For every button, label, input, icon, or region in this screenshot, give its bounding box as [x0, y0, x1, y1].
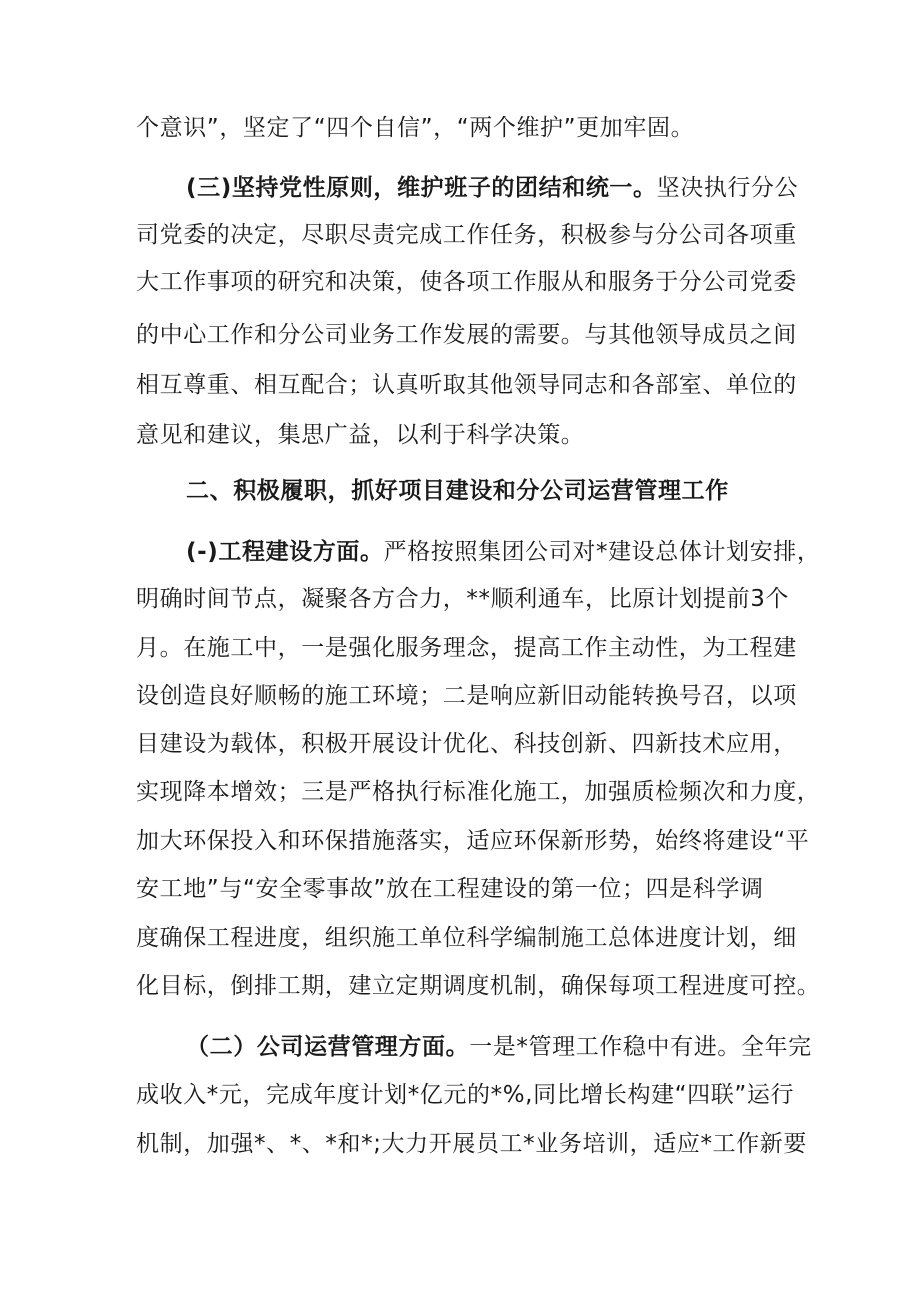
paragraph-line: [136, 681, 896, 711]
line-text: 个意识”，坚定了“四个自信”，“两个维护”更加牢固。: [136, 115, 695, 141]
paragraph-line: [136, 777, 896, 807]
paragraph-line: [136, 1129, 896, 1159]
line-text: 意见和建议，集思广益，以利于科学决策。: [136, 422, 585, 448]
paragraph-line: [136, 729, 896, 759]
line-text: 加大环保投入和环保措施落实，适应环保新形势，始终将建设“平: [136, 828, 810, 854]
paragraph-line: [136, 633, 896, 663]
chapter-heading: 二、积极履职，抓好项目建设和分公司运营管理工作: [186, 478, 729, 504]
paragraph-line: [136, 874, 896, 904]
section-heading: (三)坚持党性原则，维护班子的团结和统一。: [186, 175, 657, 201]
line-text: 化目标，倒排工期，建立定期调度机制，确保每项工程进度可控。: [136, 973, 821, 999]
paragraph-line: [136, 267, 896, 297]
line-text: 司党委的决定，尽职尽责完成工作任务，积极参与分公司各项重: [136, 222, 797, 248]
line-text: 的中心工作和分公司业务工作发展的需要。与其他领导成员之间: [136, 322, 797, 348]
line-text: 坚决执行分公: [656, 175, 799, 201]
paragraph-line: [136, 584, 896, 614]
line-text: 实现降本增效；三是严格执行标准化施工，加强质检频次和力度，: [136, 779, 821, 805]
line-text: 设创造良好顺畅的施工环境；二是响应新旧动能转换号召，以项: [136, 683, 797, 709]
line-text: 月。在施工中，一是强化服务理念，提高工作主动性，为工程建: [136, 635, 797, 661]
line-text: 相互尊重、相互配合；认真听取其他领导同志和各部室、单位的: [136, 372, 797, 398]
section-heading: （二）公司运营管理方面。: [186, 1034, 470, 1060]
paragraph-line: [136, 923, 896, 953]
line-text: 机制，加强*、*、*和*;大力开展员工*业务培训，适应*工作新要: [136, 1131, 807, 1157]
paragraph-line: [136, 113, 896, 143]
line-text: 一是*管理工作稳中有进。全年完: [469, 1034, 812, 1060]
paragraph-line: [136, 320, 896, 350]
line-text: 成收入*元，完成年度计划*亿元的*%,同比增长构建“四联”运行: [136, 1082, 795, 1108]
line-text: 大工作事项的研究和决策，使各项工作服从和服务于分公司党委: [136, 269, 797, 295]
line-text: 度确保工程进度，组织施工单位科学编制施工总体进度计划，细: [136, 925, 797, 951]
paragraph-line: [136, 1080, 896, 1110]
paragraph-line: [136, 420, 896, 450]
paragraph-line: [136, 826, 896, 856]
section-heading: (-)工程建设方面。: [186, 539, 384, 565]
paragraph-line: [136, 220, 896, 250]
line-text: 严格按照集团公司对*建设总体计划安排，: [383, 539, 821, 565]
line-text: 目建设为载体，积极开展设计优化、科技创新、四新技术应用，: [136, 731, 797, 757]
section-heading-line: [186, 173, 896, 203]
paragraph-line: [136, 370, 896, 400]
line-text: 安工地”与“安全零事故”放在工程建设的第一位；四是科学调: [136, 876, 764, 902]
chapter-heading-line: [186, 476, 896, 506]
section-heading-line: [186, 537, 896, 567]
line-text: 明确时间节点，凝聚各方合力，**顺利通车，比原计划提前3个: [136, 586, 790, 612]
section-heading-line: [186, 1032, 896, 1062]
paragraph-line: [136, 971, 896, 1001]
